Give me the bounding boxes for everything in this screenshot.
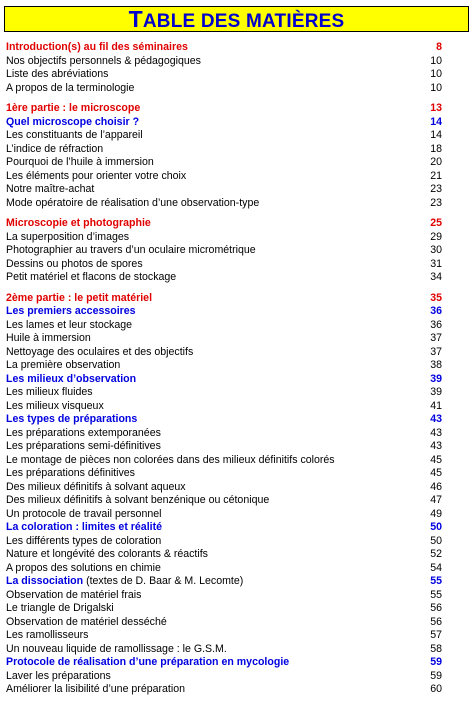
toc-entry-label: Les différents types de coloration <box>6 534 162 547</box>
toc-entry-page: 45 <box>430 467 442 479</box>
toc-entry-page: 38 <box>430 359 442 371</box>
toc-entry-page: 14 <box>430 115 442 128</box>
toc-entry-page: 43 <box>430 426 442 439</box>
toc-entry-label: Améliorer la lisibilité d’une préparation <box>6 683 186 695</box>
toc-entry-label: Des milieux définitifs à solvant aqueux <box>6 480 186 493</box>
toc-entry-page: 31 <box>430 257 442 270</box>
toc-entry <box>6 643 442 657</box>
toc-entry <box>6 683 442 697</box>
toc-entry-suffix: (textes de D. Baar & M. Lecomte) <box>83 575 244 587</box>
toc-entry-page: 35 <box>430 291 442 304</box>
toc-entry-label: Les lames et leur stockage <box>6 318 133 331</box>
toc-title <box>128 6 345 32</box>
toc-entry-page: 43 <box>430 413 442 425</box>
toc-entry-label: Les premiers accessoires <box>6 305 136 317</box>
toc-entry-label: Nature et longévité des colorants & réactifs <box>6 548 208 560</box>
toc-entry <box>6 332 442 346</box>
toc-entry-label: 2ème partie : le petit matériel <box>6 291 153 304</box>
toc-entry-page: 37 <box>430 345 442 358</box>
toc-entry-label: Les types de préparations <box>6 413 138 425</box>
toc-entry-label: A propos de la terminologie <box>6 81 135 94</box>
toc-entry-label: La première observation <box>6 359 121 371</box>
toc-entry <box>6 156 442 170</box>
toc-entry-page: 59 <box>430 656 442 668</box>
toc-entry <box>6 55 442 69</box>
toc-entry-label: Introduction(s) au fil des séminaires <box>6 41 188 53</box>
toc-entry <box>6 217 442 231</box>
toc-entry <box>6 535 442 549</box>
toc-entry-page: 29 <box>430 230 442 243</box>
toc-entry-page: 14 <box>430 129 442 141</box>
toc-entry-page: 25 <box>430 217 442 229</box>
toc-entry-label: Le triangle de Drigalski <box>6 602 114 614</box>
toc-entry <box>6 494 442 508</box>
toc-entry-page: 23 <box>430 196 442 209</box>
toc-entry-label: La superposition d’images <box>6 230 130 243</box>
toc-entry-label: Petit matériel et flacons de stockage <box>6 271 177 283</box>
toc-entry <box>6 616 442 630</box>
toc-entry <box>6 629 442 643</box>
toc-entry-page: 30 <box>430 244 442 256</box>
toc-entry <box>6 589 442 603</box>
toc-entry <box>6 359 442 373</box>
toc-entry <box>6 319 442 333</box>
toc-entry <box>6 521 442 535</box>
toc-entry-label: Huile à immersion <box>6 332 91 344</box>
toc-entry <box>6 427 442 441</box>
toc-entry <box>6 670 442 684</box>
toc-entry-page: 45 <box>430 453 442 466</box>
toc-entry <box>6 440 442 454</box>
toc-entry <box>6 548 442 562</box>
toc-entry-page: 47 <box>430 494 442 506</box>
toc-entry-label: Nos objectifs personnels & pédagogiques <box>6 54 201 67</box>
toc-entry-page: 52 <box>430 548 442 560</box>
toc-entry-page: 10 <box>430 54 442 67</box>
toc-entry <box>6 129 442 143</box>
toc-entry-page: 18 <box>430 142 442 155</box>
toc-entry-label: L’indice de réfraction <box>6 142 104 155</box>
toc-entry <box>6 183 442 197</box>
toc-entry <box>6 373 442 387</box>
toc-entry-page: 21 <box>430 169 442 182</box>
toc-entry-label: Les milieux visqueux <box>6 399 104 412</box>
toc-entry <box>6 258 442 272</box>
toc-entry <box>6 575 442 589</box>
toc-entry <box>6 170 442 184</box>
toc-entry-page: 56 <box>430 615 442 628</box>
toc-entry-label: 1ère partie : le microscope <box>6 102 141 114</box>
toc-entry-page: 59 <box>430 669 442 682</box>
toc-entry <box>6 231 442 245</box>
toc-entry-page: 50 <box>430 534 442 547</box>
toc-entry <box>6 305 442 319</box>
toc-entry-page: 41 <box>430 399 442 412</box>
toc-entry <box>6 508 442 522</box>
toc-entry-page: 58 <box>430 642 442 655</box>
toc-entry-page: 56 <box>430 602 442 614</box>
toc-entry-label: Microscopie et photographie <box>6 217 151 229</box>
toc-entry-label: Observation de matériel desséché <box>6 615 167 628</box>
toc-entry-page: 37 <box>430 332 442 344</box>
toc-entry-page: 55 <box>430 575 442 587</box>
toc-entry <box>6 481 442 495</box>
toc-entry <box>6 82 442 96</box>
toc-entry-page: 20 <box>430 156 442 168</box>
toc-entry <box>6 116 442 130</box>
toc-entry-label: Nettoyage des oculaires et des objectifs <box>6 345 194 358</box>
toc-entry-page: 55 <box>430 588 442 601</box>
toc-entry-label: La coloration : limites et réalité <box>6 521 163 533</box>
toc-entry-label: Les ramollisseurs <box>6 629 89 641</box>
toc-entry-page: 23 <box>430 183 442 195</box>
toc-entry-page: 46 <box>430 480 442 493</box>
toc-entry-label: Mode opératoire de réalisation d’une observation-type <box>6 196 260 209</box>
toc-entry-heading: La dissociation <box>6 575 84 587</box>
toc-entry-label: Dessins ou photos de spores <box>6 257 143 270</box>
toc-entry <box>6 413 442 427</box>
toc-entry-page: 49 <box>430 507 442 520</box>
toc-entry-label: Laver les préparations <box>6 669 111 682</box>
toc-entry-label: Les préparations extemporanées <box>6 426 161 439</box>
toc-title-rest: ABLE DES MATIÈRES <box>142 11 345 32</box>
toc-entry <box>6 467 442 481</box>
toc-entry <box>6 271 442 285</box>
toc-entry <box>6 244 442 258</box>
toc-entry-label: Les préparations définitives <box>6 467 135 479</box>
toc-entry-label: Quel microscope choisir ? <box>6 115 140 128</box>
toc-entry <box>6 562 442 576</box>
toc-entry-page: 60 <box>430 683 442 695</box>
toc-entry-page: 54 <box>430 561 442 574</box>
toc-entry-page: 36 <box>430 318 442 331</box>
toc-entry-label <box>6 575 243 589</box>
toc-list <box>6 41 442 697</box>
toc-entry-page: 13 <box>430 102 442 114</box>
toc-entry <box>6 68 442 82</box>
toc-entry <box>6 400 442 414</box>
toc-entry-label: Protocole de réalisation d’une préparation en mycologie <box>6 656 290 668</box>
toc-entry-label: Le montage de pièces non colorées dans des milieux définitifs colorés <box>6 453 335 466</box>
toc-entry <box>6 386 442 400</box>
toc-entry-page: 39 <box>430 386 442 398</box>
toc-title-banner <box>4 6 469 32</box>
toc-entry <box>6 292 442 306</box>
toc-entry-page: 34 <box>430 271 442 283</box>
toc-entry-page: 39 <box>430 372 442 385</box>
toc-entry-page: 10 <box>430 68 442 80</box>
toc-entry-page: 43 <box>430 440 442 452</box>
toc-entry <box>6 102 442 116</box>
toc-entry-label: Les éléments pour orienter votre choix <box>6 169 187 182</box>
toc-entry <box>6 656 442 670</box>
toc-entry-label: Notre maître-achat <box>6 183 95 195</box>
toc-entry-label: A propos des solutions en chimie <box>6 561 161 574</box>
toc-entry <box>6 602 442 616</box>
toc-entry-label: Des milieux définitifs à solvant benzénique ou cétonique <box>6 494 270 506</box>
toc-entry-label: Liste des abréviations <box>6 68 109 80</box>
toc-entry-label: Observation de matériel frais <box>6 588 142 601</box>
toc-entry-label: Un nouveau liquide de ramollissage : le G.S.M. <box>6 642 227 655</box>
toc-entry <box>6 41 442 55</box>
toc-entry-label: Photographier au travers d’un oculaire micrométrique <box>6 244 256 256</box>
toc-entry <box>6 346 442 360</box>
toc-entry-page: 36 <box>430 305 442 317</box>
toc-entry <box>6 197 442 211</box>
toc-entry <box>6 143 442 157</box>
toc-entry <box>6 454 442 468</box>
toc-entry-page: 57 <box>430 629 442 641</box>
toc-title-initial: T <box>128 6 143 32</box>
toc-entry-label: Pourquoi de l’huile à immersion <box>6 156 154 168</box>
toc-entry-page: 8 <box>436 41 442 53</box>
toc-entry-label: Un protocole de travail personnel <box>6 507 162 520</box>
toc-entry-page: 10 <box>430 81 442 94</box>
toc-entry-page: 50 <box>430 521 442 533</box>
toc-entry-label: Les préparations semi-définitives <box>6 440 161 452</box>
toc-entry-label: Les milieux fluides <box>6 386 93 398</box>
toc-entry-label: Les constituants de l’appareil <box>6 129 143 141</box>
toc-entry-label: Les milieux d’observation <box>6 372 137 385</box>
